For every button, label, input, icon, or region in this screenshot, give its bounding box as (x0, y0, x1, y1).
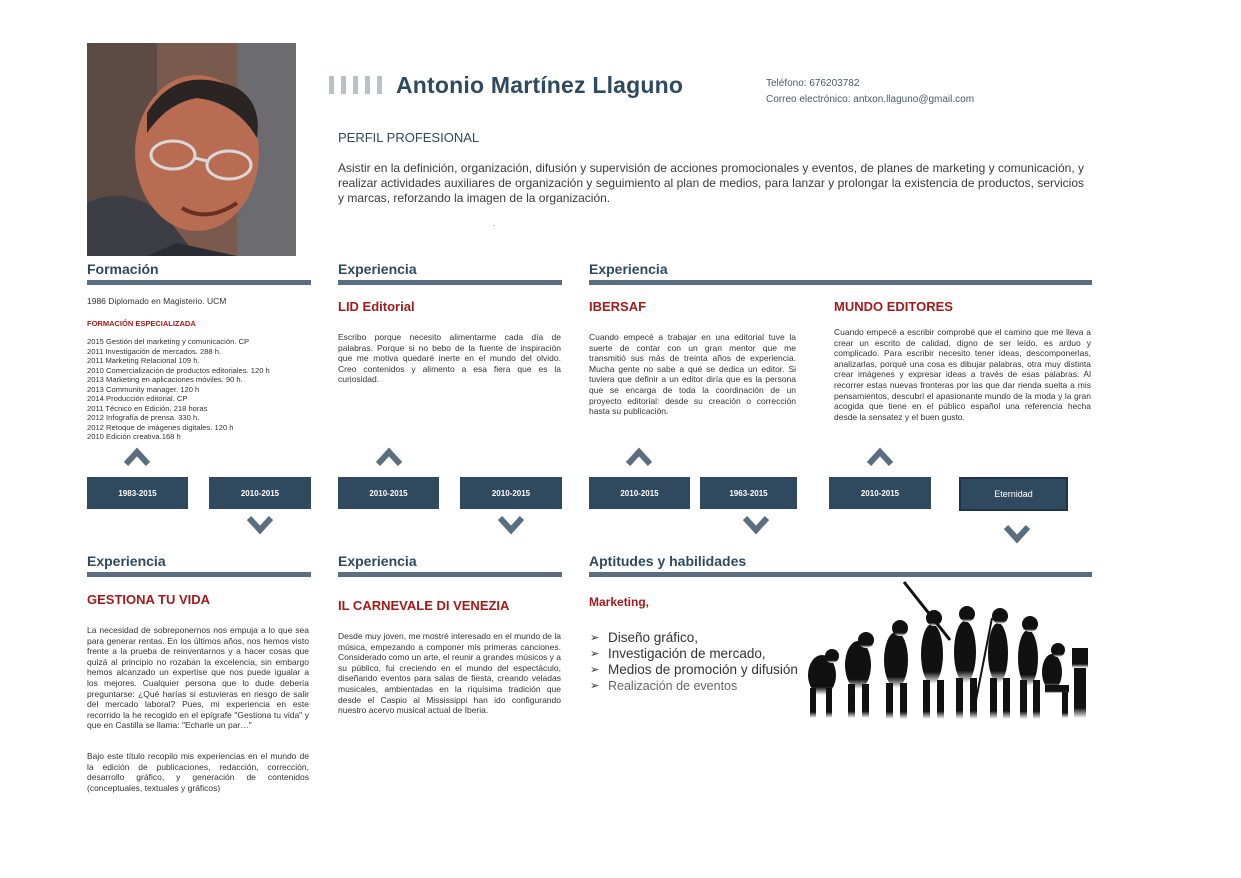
experience-title-2: Experiencia (589, 261, 668, 277)
skill-item: ➢ Diseño gráfico, (590, 630, 798, 646)
formacion-title: Formación (87, 261, 159, 277)
phone: Teléfono: 676203782 (766, 78, 860, 89)
company-mundo: MUNDO EDITORES (834, 299, 953, 314)
chevron-down-icon (498, 512, 524, 538)
section-rule (87, 280, 311, 285)
section-rule (338, 280, 562, 285)
aptitudes-subtitle: Marketing, (589, 595, 650, 609)
training-item: 2013 Community manager. 120 h (87, 384, 200, 394)
training-item: 2011 Técnico en Edición. 218 horas (87, 403, 208, 413)
company-gestiona-text-2: Bajo este título recopilo mis experiencias en el mundo de la edición de publicaciones, redacción, corrección, desarrollo gráfico, y generación de contenidos (conceptuales, textuales y gráficos) (87, 751, 309, 793)
section-rule (87, 572, 311, 577)
section-rule (589, 280, 1092, 285)
training-item: 2010 Edición creativa.168 h (87, 432, 181, 441)
experience-title-1: Experiencia (338, 261, 417, 277)
timeline-box: 1963-2015 (700, 477, 797, 509)
training-item: 2013 Marketing en aplicaciones móviles. 90 h. (87, 375, 243, 384)
training-item: 2015 Gestión del marketing y comunicación. CP (87, 337, 250, 346)
company-mundo-text: Cuando empecé a escribir comprobé que el camino que me lleva a crear un escrito de calidad, digno de ser leído, es arduo y complicado. Para escribir necesito tener ideas, descomponerlas, analizarlas, porqué una cosa es dibujar palabras, otra muy distinta crear imágenes y expresar ideas a través de esas palabras. Al recorrer estas nuevas fronteras por las que dar rienda suelta a mis pensamientos, descubrí el apasionante mundo de la moda y la gran acogida que tiene en el público español una referencia hecha desde la sensatez y el buen gusto. (834, 327, 1091, 422)
experience-title-4: Experiencia (338, 553, 417, 569)
timeline-box: 2010-2015 (460, 477, 562, 509)
timeline-box: 2010-2015 (829, 477, 931, 509)
skill-item: ➢ Medios de promoción y difusión (590, 662, 798, 678)
training-item: 2014 Producción editorial. CP (87, 394, 188, 403)
section-rule (589, 572, 1092, 577)
timeline-box: 2010-2015 (589, 477, 690, 509)
profile-title: PERFIL PROFESIONAL (338, 130, 480, 145)
chevron-up-icon (124, 444, 150, 470)
chevron-down-icon (1004, 521, 1030, 547)
contact-info (766, 76, 974, 108)
company-lid: LID Editorial (338, 299, 415, 314)
special-training-title: FORMACIÓN ESPECIALIZADA (87, 319, 196, 328)
email: Correo electrónico: antxon.llaguno@gmail.com (766, 94, 975, 105)
company-gestiona: GESTIONA TU VIDA (87, 592, 211, 607)
timeline-box-eternidad: Eternidad (959, 477, 1068, 511)
chevron-up-icon (376, 444, 402, 470)
stray-dot: . (493, 219, 496, 228)
training-item: 2011 Investigación de mercados. 288 h. (87, 346, 222, 356)
candidate-name: Antonio Martínez Llaguno (396, 72, 684, 98)
training-item: 2011 Marketing Relacional 109 h. (87, 356, 200, 365)
profile-text: Asistir en la definición, organización, difusión y supervisión de acciones promocionales y eventos, de planes de marketing y comunicación, y realizar actividades auxiliares de organización y seguimiento al plan de medios, para lanzar y prolongar la existencia de productos, servicios y marcas, reforzando la imagen de la organización. (338, 161, 1084, 205)
skill-item: ➢ Realización de eventos (590, 678, 798, 694)
name-decoration (329, 76, 382, 94)
timeline-box: 2010-2015 (209, 477, 311, 509)
training-list (87, 337, 307, 442)
timeline-box: 2010-2015 (338, 477, 439, 509)
timeline-box: 1983-2015 (87, 477, 188, 509)
chevron-up-icon (867, 444, 893, 470)
company-ibersaf: IBERSAF (589, 299, 647, 314)
aptitudes-title: Aptitudes y habilidades (589, 553, 747, 569)
training-item: 2012 Infografía de prensa. 330 h. (87, 413, 200, 422)
chevron-down-icon (247, 512, 273, 538)
company-ibersaf-text: Cuando empecé a trabajar en una editorial tuve la suerte de contar con un gran mentor que me transmitió sus más de treinta años de experiencia. Mucha gente no sabe a qué se dedica un editor. Si tuviera que definir a un editor diría que es la persona que se encarga de toda la coordinación de un proyecto editorial: desde su creación o corrección hasta su publicación. (589, 332, 796, 417)
company-gestiona-text: La necesidad de sobreponernos nos empuja a lo que sea para generar rentas. En los últimos años, nos hemos visto frente a la prueba de reinventarnos y a hacer cosas que quizá al principio no rozaban la excelencia, sin embargo hemos alcanzado un expertise que nos puede igualar a los mejores. Cualquier persona que lo dude debería preguntarse: ¿Qué harías si estuvieras en riesgo de salir del mercado laboral? Pues, mi experiencia en este recorrido la he recogido en el epígrafe "Gestiona tu vida" y que en Castilla se llama: "Echarle un par…" (87, 625, 309, 731)
company-lid-text: Escribo porque necesito alimentarme cada día de palabras. Porque si no bebo de la fuente de inspiración que me motiva quedaré inerte en el mundo del olvido. Creo contenidos y alimento a esa fiera que es la curiosidad. (338, 332, 561, 385)
skills-list (590, 630, 798, 694)
evolution-illustration (800, 580, 1092, 725)
company-carnevale-text: Desde muy joven, me mostré interesado en el mundo de la música, empezando a componer mis primeras canciones. Considerado como un arte, el reunir a grandes músicos y a su público, fui creciendo en el mundo del espectáculo, diseñando eventos para salas de fiesta, creando veladas musicales, ambientadas en la riquísima tradición que desde el Caspio al Mississippi han ido configurando nuestro acervo musical actual de Iberia. (338, 631, 562, 716)
company-carnevale: IL CARNEVALE DI VENEZIA (338, 598, 510, 613)
profile-photo (87, 43, 296, 256)
training-item: 2012 Retoque de imágenes digitales. 120 h (87, 422, 234, 432)
experience-title-3: Experiencia (87, 553, 166, 569)
chevron-up-icon (626, 444, 652, 470)
section-rule (338, 572, 562, 577)
skill-item: ➢ Investigación de mercado, (590, 646, 798, 662)
degree: 1986 Diplomado en Magisterio. UCM (87, 296, 227, 306)
training-item: 2010 Comercialización de productos editoriales. 120 h (87, 365, 270, 375)
chevron-down-icon (743, 512, 769, 538)
